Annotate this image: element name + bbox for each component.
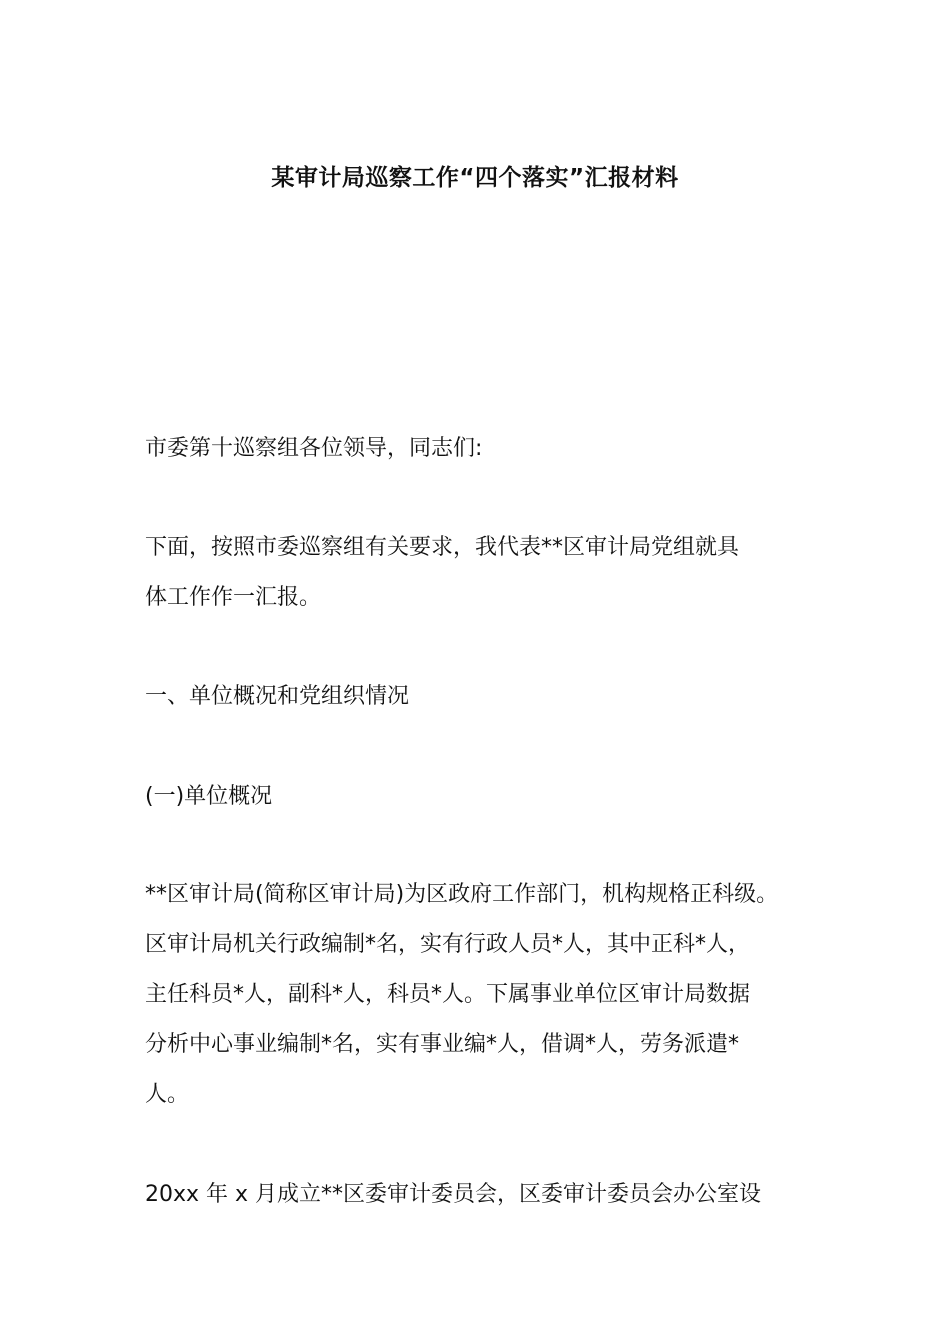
section-heading-text: 一、单位概况和党组织情况 <box>145 684 410 709</box>
overview-line: 主任科员*人，副科*人，科员*人。下属事业单位区审计局数据 <box>145 982 751 1007</box>
intro-line: 体工作作一汇报。 <box>145 585 322 610</box>
subsection-heading-text: (一)单位概况 <box>145 784 273 809</box>
overview-line: 人。 <box>145 1082 190 1107</box>
intro-paragraph <box>145 523 825 623</box>
committee-paragraph <box>145 1170 825 1220</box>
overview-line: 分析中心事业编制*名，实有事业编*人，借调*人，劳务派遣* <box>145 1032 740 1057</box>
subsection-heading <box>145 772 825 822</box>
intro-line: 下面，按照市委巡察组有关要求，我代表**区审计局党组就具 <box>145 535 740 560</box>
section-heading <box>145 672 825 722</box>
greeting-paragraph <box>145 424 825 474</box>
overview-line: 区审计局机关行政编制*名，实有行政人员*人，其中正科*人， <box>145 932 751 957</box>
document-title: 某审计局巡察工作“四个落实”汇报材料 <box>271 165 679 191</box>
committee-line: 20xx 年 x 月成立**区委审计委员会，区委审计委员会办公室设 <box>145 1182 762 1207</box>
unit-overview-paragraph <box>145 870 825 1120</box>
greeting-line: 市委第十巡察组各位领导，同志们: <box>145 436 483 461</box>
overview-line: **区审计局(简称区审计局)为区政府工作部门，机构规格正科级。 <box>145 882 779 907</box>
